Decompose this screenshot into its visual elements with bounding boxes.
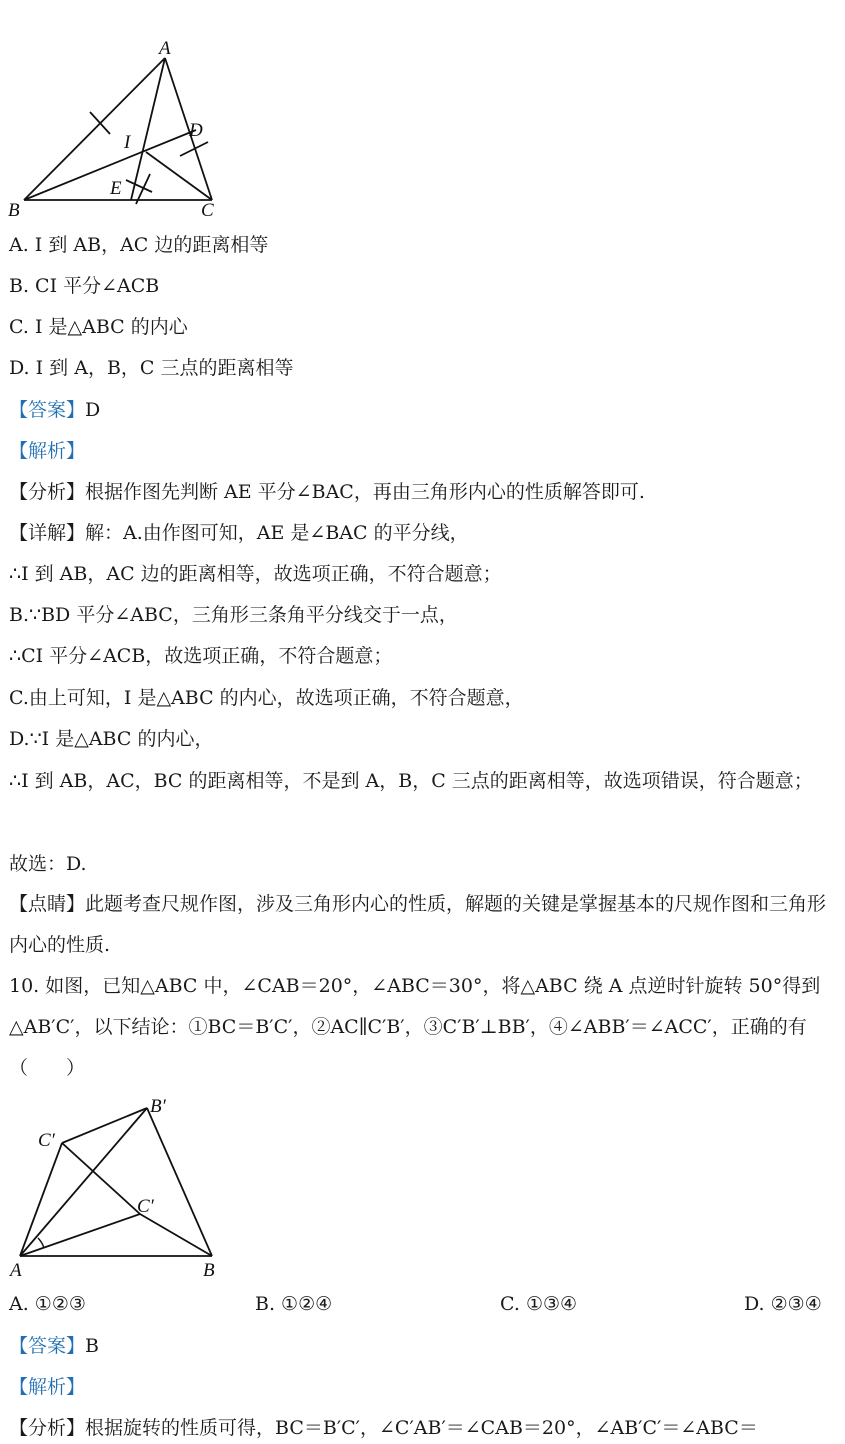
- figure-rotation: [0, 1092, 240, 1282]
- q9-option-c: C. I 是△ABC 的内心: [9, 316, 188, 338]
- seg-b2c2: [62, 1108, 147, 1143]
- q10-option-c: C. ①③④: [500, 1293, 578, 1315]
- q10-answer-value: B: [85, 1335, 99, 1357]
- label-b: B: [8, 200, 20, 221]
- fig2-label-b: B: [203, 1260, 215, 1281]
- q9-detail-line2: ∴I 到 AB，AC 边的距离相等，故选项正确，不符合题意；: [9, 563, 502, 585]
- seg-bc: [140, 1214, 212, 1256]
- q10-option-b: B. ①②④: [255, 1293, 333, 1315]
- q9-detail-line8: 故选：D.: [9, 853, 87, 875]
- angle-arc: [38, 1238, 44, 1248]
- analysis-tag: 【解析】: [9, 440, 86, 462]
- q9-detail-line4: ∴CI 平分∠ACB，故选项正确，不符合题意；: [9, 645, 393, 667]
- label-e: E: [110, 178, 122, 199]
- dianjing-text: 此题考查尺规作图，涉及三角形内心的性质，解题的关键是掌握基本的尺规作图和三角形内心的性质.: [9, 893, 827, 956]
- q9-detail-line6: D.∵I 是△ABC 的内心，: [9, 728, 214, 750]
- detail-text: 解：A.由作图可知，AE 是∠BAC 的平分线，: [85, 522, 469, 544]
- label-a: A: [159, 38, 171, 59]
- q10-option-a: A. ①②③: [9, 1293, 86, 1315]
- fig2-label-a: A: [10, 1260, 22, 1281]
- fig2-label-b2: B′: [150, 1096, 166, 1117]
- q9-detail-line1: [9, 521, 469, 545]
- label-d: D: [189, 120, 203, 141]
- q10-option-d: D. ②③④: [744, 1293, 822, 1315]
- seg-ac2: [20, 1143, 62, 1256]
- side-ab: [24, 58, 165, 200]
- q10-analysis-tag-text: 【解析】: [9, 1376, 86, 1398]
- seg-bb2: [147, 1108, 212, 1256]
- detail-tag: 【详解】: [9, 522, 86, 544]
- q9-analysis-tag: [9, 439, 85, 463]
- bisector-ci: [146, 152, 212, 200]
- arc-mark-e1: [126, 180, 152, 192]
- q10-fenxi-text: 根据旋转的性质可得，BC＝B′C′，∠C′AB′＝∠CAB＝20°，∠AB′C′＝∠ABC＝: [85, 1417, 758, 1439]
- figure-triangle-incenter: [0, 34, 240, 224]
- dianjing-tag: 【点睛】: [9, 893, 86, 915]
- answer-value: D: [85, 399, 101, 421]
- q9-option-b: B. CI 平分∠ACB: [9, 275, 160, 297]
- answer-tag: 【答案】: [9, 399, 86, 421]
- q10-analysis-tag: [9, 1375, 85, 1399]
- q10-stem: 10. 如图，已知△ABC 中，∠CAB＝20°，∠ABC＝30°，将△ABC 绕 A 点逆时针旋转 50°得到△AB′C′，以下结论：①BC＝B′C′，②AC∥C′B′，③C′B′⊥BB′，④∠ABB′＝∠ACC′，正确的有（ ）: [9, 975, 821, 1079]
- seg-cc2: [62, 1143, 140, 1214]
- q9-option-d: D. I 到 A，B，C 三点的距离相等: [9, 357, 294, 379]
- q9-detail-line7: ∴I 到 AB，AC，BC 的距离相等，不是到 A，B，C 三点的距离相等，故选项错误，符合题意；: [9, 770, 813, 792]
- fig2-label-c: C′: [137, 1196, 154, 1217]
- q9-detail-line5: C.由上可知，I 是△ABC 的内心，故选项正确，不符合题意，: [9, 687, 524, 709]
- q10-answer: [9, 1334, 99, 1358]
- q10-answer-tag: 【答案】: [9, 1335, 86, 1357]
- q10-fenxi: [9, 1416, 758, 1440]
- fenxi-text: 根据作图先判断 AE 平分∠BAC，再由三角形内心的性质解答即可.: [85, 481, 645, 503]
- q10-fenxi-tag: 【分析】: [9, 1417, 86, 1439]
- q9-answer: [9, 398, 100, 422]
- fenxi-tag: 【分析】: [9, 481, 86, 503]
- q9-option-a: A. I 到 AB，AC 边的距离相等: [9, 234, 269, 256]
- q9-dianjing: [9, 884, 839, 966]
- q9-fenxi: [9, 480, 645, 504]
- label-c: C: [201, 200, 214, 221]
- label-i: I: [124, 132, 131, 153]
- q9-detail-line3: B.∵BD 平分∠ABC，三角形三条角平分线交于一点，: [9, 604, 458, 626]
- fig2-label-c2: C′: [38, 1130, 55, 1151]
